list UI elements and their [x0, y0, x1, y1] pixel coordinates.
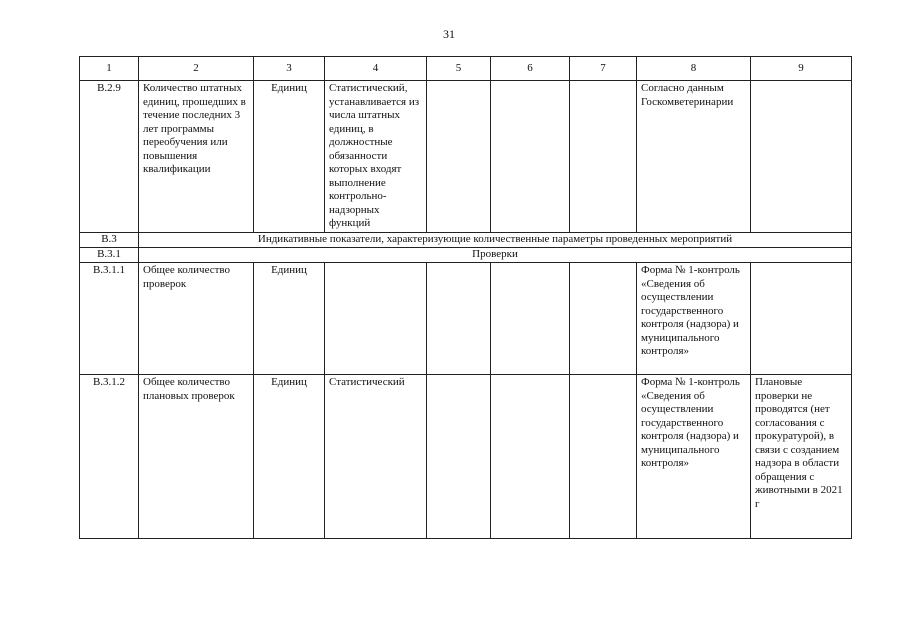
subsection-row: [80, 248, 852, 263]
value-cell-6: [491, 81, 570, 233]
value-cell-7: [570, 81, 637, 233]
header-cell-7: 7: [570, 57, 637, 81]
value-cell-6: [491, 375, 570, 539]
row-code: В.3.1.1: [80, 263, 139, 375]
value-cell-5: [427, 375, 491, 539]
method-cell: Статистический, устанавливается из числа штатных единиц, в должностные обязанности которых входят выполнение контрольно-надзорных функций: [325, 81, 427, 233]
section-title: Индикативные показатели, характеризующие количественные параметры проведенных мероприятий: [139, 233, 852, 248]
header-cell-9: 9: [751, 57, 852, 81]
section-row: [80, 233, 852, 248]
value-cell-7: [570, 263, 637, 375]
header-cell-1: 1: [80, 57, 139, 81]
row-code: В.2.9: [80, 81, 139, 233]
section-code: В.3: [80, 233, 139, 248]
table-row: [80, 375, 852, 539]
header-row: [80, 57, 852, 81]
subsection-title: Проверки: [139, 248, 852, 263]
method-cell: [325, 263, 427, 375]
note-cell: [751, 263, 852, 375]
header-cell-3: 3: [254, 57, 325, 81]
indicator-name: Общее количество проверок: [139, 263, 254, 375]
value-cell-5: [427, 263, 491, 375]
row-code: В.3.1.2: [80, 375, 139, 539]
unit-cell: Единиц: [254, 375, 325, 539]
header-cell-4: 4: [325, 57, 427, 81]
header-cell-2: 2: [139, 57, 254, 81]
note-cell: [751, 81, 852, 233]
table-row: [80, 263, 852, 375]
unit-cell: Единиц: [254, 263, 325, 375]
unit-cell: Единиц: [254, 81, 325, 233]
value-cell-6: [491, 263, 570, 375]
header-cell-6: 6: [491, 57, 570, 81]
value-cell-7: [570, 375, 637, 539]
subsection-code: В.3.1: [80, 248, 139, 263]
header-cell-5: 5: [427, 57, 491, 81]
indicator-name: Общее количество плановых проверок: [139, 375, 254, 539]
value-cell-5: [427, 81, 491, 233]
header-cell-8: 8: [637, 57, 751, 81]
table-row: [80, 81, 852, 233]
source-cell: Согласно данным Госкомветеринарии: [637, 81, 751, 233]
note-cell: Плановые проверки не проводятся (нет согласования с прокуратурой), в связи с созданием надзора в области обращения с животными в 2021 г: [751, 375, 852, 539]
source-cell: Форма № 1-контроль «Сведения об осуществлении государственного контроля (надзора) и муниципального контроля»: [637, 375, 751, 539]
page-number: 31: [443, 27, 455, 41]
indicator-name: Количество штатных единиц, прошедших в течение последних 3 лет программы переобучения или повышения квалификации: [139, 81, 254, 233]
indicators-table: [79, 56, 852, 539]
method-cell: Статистический: [325, 375, 427, 539]
source-cell: Форма № 1-контроль «Сведения об осуществлении государственного контроля (надзора) и муниципального контроля»: [637, 263, 751, 375]
